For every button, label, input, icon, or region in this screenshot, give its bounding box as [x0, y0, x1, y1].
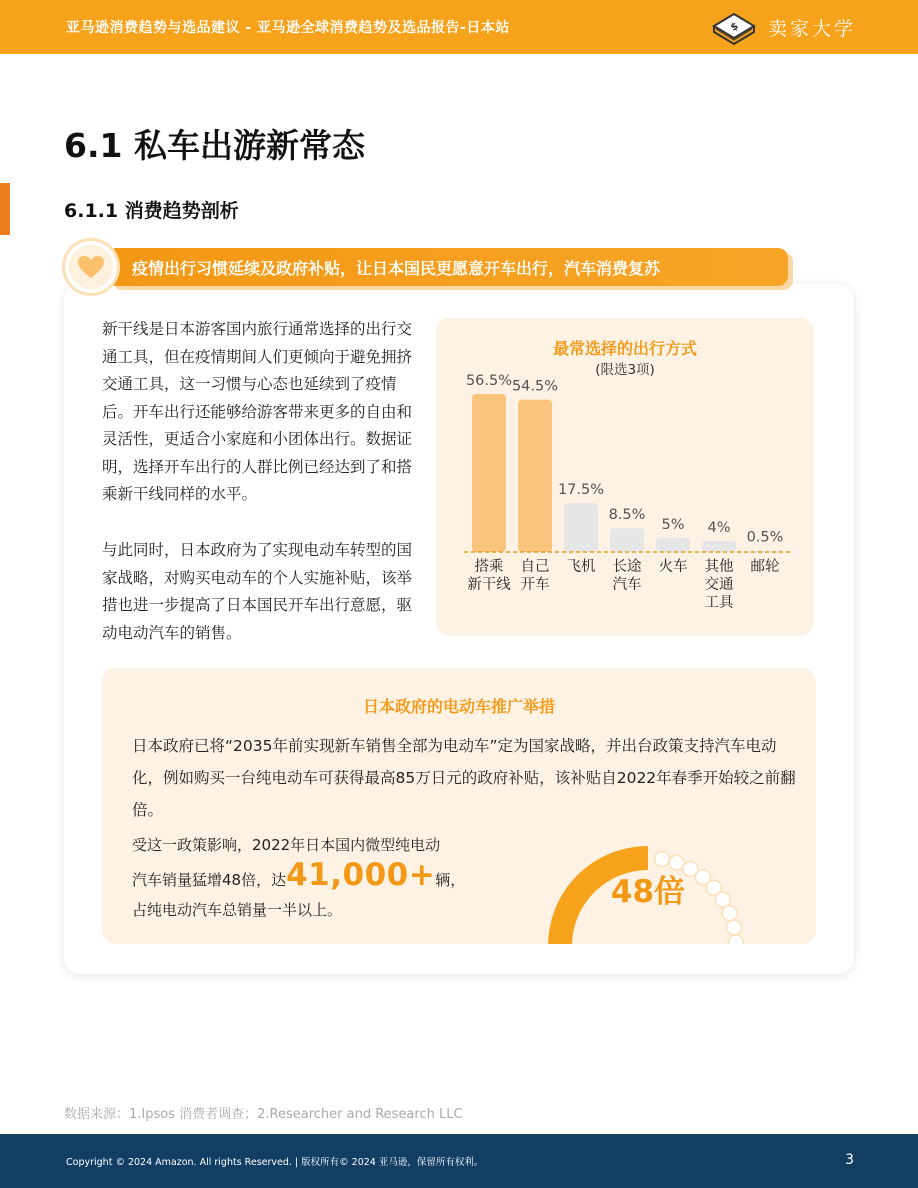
bar-2 [564, 503, 598, 552]
impact-line-2-post: 辆， [435, 871, 466, 889]
category-label-0-1: 新干线 [467, 577, 511, 593]
page-number: 3 [845, 1152, 854, 1168]
chart-subtitle: (限选3项) [595, 362, 655, 378]
gauge-dot-6 [722, 906, 737, 921]
header-title: 亚马逊消费趋势与选品建议 - 亚马逊全球消费趋势及选品报告-日本站 [66, 20, 510, 36]
category-label-4-0: 火车 [658, 559, 688, 575]
gauge-dot-0 [655, 852, 670, 867]
value-label-2: 17.5% [557, 482, 605, 499]
copyright: Copyright © 2024 Amazon. All rights Reserved. | 版权所有© 2024 亚马逊，保留所有权利。 [66, 1157, 484, 1168]
category-label-1-1: 开车 [520, 577, 550, 593]
bar-4 [656, 538, 690, 552]
category-label-5-0: 其他 [704, 559, 734, 575]
impact-text [132, 830, 532, 925]
header-bar [0, 0, 918, 54]
value-label-4: 5% [661, 517, 685, 534]
impact-big-number: 41,000+ [286, 857, 436, 893]
gauge-dot-5 [715, 892, 730, 907]
footer [0, 1134, 918, 1188]
brand [710, 6, 856, 48]
policy-text: 日本政府已将“2035年前实现新车销售全部为电动车”定为国家战略，并出台政策支持汽车电动化，例如购买一台纯电动车可获得最高85万日元的政府补贴，该补贴自2022年春季开始较之前翻倍。 [132, 737, 796, 819]
chart-title: 最常选择的出行方式 [552, 339, 697, 358]
svg-text:$: $ [729, 20, 741, 34]
category-label-1-0: 自己 [520, 559, 550, 575]
section-marker [0, 183, 10, 235]
heart-icon [77, 255, 105, 279]
subsection-title: 6.1.1 消费趋势剖析 [64, 200, 239, 222]
value-label-1: 54.5% [511, 378, 559, 395]
impact-line-1: 受这一政策影响，2022年日本国内微型纯电动 [132, 836, 441, 854]
value-label-5: 4% [707, 519, 731, 536]
brand-name: 卖家大学 [767, 17, 856, 40]
heart-badge [62, 238, 120, 296]
travel-mode-chart [436, 318, 814, 636]
bar-3 [610, 528, 644, 552]
book-logo-icon [710, 8, 758, 46]
gauge-dot-8 [728, 935, 743, 944]
category-label-6-0: 邮轮 [750, 559, 780, 575]
category-label-3-0: 长途 [612, 559, 642, 575]
impact-line-2-pre: 汽车销量猛增48倍，达 [132, 871, 287, 889]
impact-line-3: 占纯电动汽车总销量一半以上。 [132, 901, 343, 919]
highlight-banner: 疫情出行习惯延续及政府补贴，让日本国民更愿意开车出行，汽车消费复苏 [110, 248, 788, 286]
policy-box [102, 668, 816, 944]
gauge-label: 48倍 [610, 874, 686, 910]
paragraph-2: 与此同时，日本政府为了实现电动车转型的国家战略，对购买电动车的个人实施补贴，该举措也进一步提高了日本国民开车出行意愿，驱动电动汽车的销售。 [102, 541, 413, 642]
section-title: 6.1 私车出游新常态 [64, 126, 365, 165]
bar-0 [472, 394, 506, 552]
category-label-5-1: 交通 [704, 577, 734, 593]
value-label-0: 56.5% [465, 373, 513, 389]
paragraph-1: 新干线是日本游客国内旅行通常选择的出行交通工具，但在疫情期间人们更倾向于避免拥挤交通工具，这一习惯与心态也延续到了疫情后。开车出行还能够给游客带来更多的自由和灵活性，更适合小家庭和小团体出行。数据证明，选择开车出行的人群比例已经达到了和搭乘新干线同样的水平。 [102, 320, 413, 503]
category-label-0-0: 搭乘 [474, 559, 504, 575]
data-source: 数据来源：1.Ipsos 消费者调查；2.Researcher and Research LLC [64, 1107, 463, 1122]
value-label-3: 8.5% [608, 507, 646, 524]
category-label-2-0: 飞机 [566, 559, 596, 575]
chart-plot [436, 318, 814, 636]
bar-5 [702, 541, 736, 552]
impact-line-2 [132, 857, 532, 895]
value-label-6: 0.5% [746, 529, 784, 546]
policy-title: 日本政府的电动车推广举措 [362, 697, 555, 716]
category-label-3-1: 汽车 [612, 577, 642, 593]
bar-1 [518, 400, 552, 552]
gauge-dot-7 [727, 920, 742, 935]
category-label-5-2: 工具 [704, 595, 734, 611]
